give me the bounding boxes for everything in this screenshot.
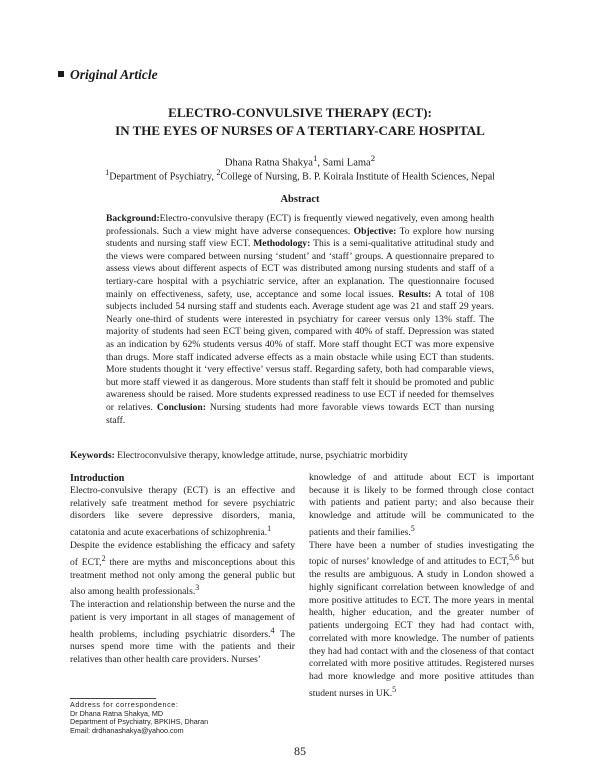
- intro-paragraph-2: [70, 540, 295, 599]
- correspondence-name: Dr Dhana Ratna Shakya, MD: [70, 708, 164, 718]
- intro-p2b-text: there are myths and misconceptions about this treatment method not only among the general public but also among health professionals.: [70, 556, 296, 598]
- ref-5b: 5: [392, 684, 397, 694]
- right-column: [309, 472, 534, 701]
- ref-2: 2: [101, 553, 106, 563]
- correspondence-email: Email: drdhanashakya@yahoo.com: [70, 726, 184, 736]
- author-1: Dhana Ratna Shakya: [224, 157, 313, 169]
- author-separator: ,: [317, 157, 323, 169]
- intro-p5a-text: There have been a number of studies investigating the topic of nurses’ knowledge of and attitudes to ECT,: [309, 539, 534, 568]
- square-bullet-icon: [58, 71, 64, 77]
- affil-1-sup: 1: [105, 168, 110, 177]
- correspondence-label: Address for correspondence:: [70, 700, 179, 709]
- results-text: A total of 108 subjects included 54 nursing staff and students each. Average student age was 21 and staff 29 years. Nearly one-third of students were interested in psychiatry for career versus only 13% staff. The majority of students had seen ECT being given, compared with 40% of staff. Depression was stated as an indication by 62% students versus 40% of staff. More staff thought ECT was more expensive than drugs. More staff indicated adverse effects as a main obstacle while using ECT than students. More students thought it ‘very effective’ versus staff. Regarding safety, both had comparable views, but more staff viewed it as dangerous. More students than staff felt it should be promoted and public awareness should be raised. More students expressed readiness to use ECT if needed for themselves or relatives.: [106, 288, 494, 413]
- author-1-sup: 1: [312, 153, 318, 163]
- page-number: 85: [294, 744, 306, 758]
- affil-2: College of Nursing, B. P. Koirala Institute of Health Sciences, Nepal: [220, 171, 495, 183]
- intro-p4a-text: knowledge of and attitude about ECT is important because it is likely to be formed through close contact with patients and patient party; and also because their knowledge and attitude will be communicated to the patients and their families.: [309, 472, 534, 538]
- methodology-label: Methodology:: [253, 238, 311, 250]
- intro-heading: Introduction: [70, 473, 125, 484]
- intro-paragraph-3: [70, 599, 295, 667]
- section-label: [58, 67, 158, 83]
- footnote-divider: [70, 698, 156, 699]
- ref-3: 3: [195, 583, 200, 593]
- ref-1: 1: [267, 524, 272, 534]
- ref-5-6: 5,6: [508, 553, 519, 563]
- correspondence-block: [70, 701, 295, 736]
- author-2-sup: 2: [370, 153, 376, 163]
- intro-p5b-text: but the results are ambiguous. A study in London showed a highly significant correlation between knowledge of and more positive attitudes to ECT. The more years in mental health, higher education, and the greater number of patients undergoing ECT they had had contact with, correlated with more knowledge. The number of patients they had had contact with and the closeness of that contact correlated with more positive attitudes. Registered nurses had more knowledge and more positive attitudes than student nurses in UK.: [309, 556, 534, 699]
- title-line-1: ELECTRO-CONVULSIVE THERAPY (ECT):: [168, 105, 432, 120]
- intro-p3a-text: The interaction and relationship between the nurse and the patient is very important in all stages of management of health problems, including psychiatric disorders.: [70, 599, 295, 640]
- keywords-label: Keywords:: [70, 450, 115, 461]
- abstract-body: [106, 213, 494, 427]
- author-2: Sami Lama: [322, 157, 371, 169]
- article-title: [60, 104, 540, 140]
- keywords-text: Electroconvulsive therapy, knowledge attitude, nurse, psychiatric morbidity: [114, 450, 408, 461]
- background-label: Background:: [106, 213, 160, 224]
- intro-p1-text: Electro-convulsive therapy (ECT) is an effective and relatively safe treatment method for severe psychiatric disorders like severe depressive disorders, mania, catatonia and acute exacerbations of schizophrenia.: [70, 485, 295, 539]
- correspondence-dept: Department of Psychiatry, BPKIHS, Dharan: [70, 717, 209, 727]
- title-line-2: IN THE EYES OF NURSES OF A TERTIARY-CARE HOSPITAL: [115, 123, 485, 138]
- objective-text: To explore how nursing students and nursing staff view ECT.: [106, 225, 494, 250]
- conclusion-text: Nursing students had more favorable views towards ECT than nursing staff.: [106, 401, 494, 426]
- intro-p2a-text: Despite the evidence establishing the efficacy and safety of ECT,: [70, 540, 295, 568]
- affiliations: [60, 166, 540, 184]
- affil-1: Department of Psychiatry,: [109, 171, 217, 183]
- conclusion-label: Conclusion:: [156, 401, 206, 413]
- background-text: Electro-convulsive therapy (ECT) is frequently viewed negatively, even among health professionals. Such a view might have adverse consequences.: [106, 213, 494, 237]
- section-label-text: Original Article: [70, 67, 158, 82]
- methodology-text: This is a semi-qualitative attitudinal study and the views were compared between nursing ‘student’ and ‘staff’ groups. A questionnaire prepared to assess views about different aspects of ECT was distributed among nursing students and staff of a tertiary-care hospital with a psychiatric service, after an explanation. The questionnaire focused mainly on effectiveness, safety, use, acceptance and some local issues.: [106, 238, 494, 300]
- intro-paragraph-1: [70, 485, 295, 540]
- results-label: Results:: [398, 288, 432, 300]
- keywords: [70, 449, 540, 462]
- intro-paragraph-4: [309, 472, 534, 540]
- left-column: [70, 472, 295, 667]
- abstract-heading: Abstract: [280, 194, 320, 205]
- objective-label: Objective:: [353, 225, 397, 237]
- ref-4: 4: [270, 625, 275, 635]
- affil-2-sup: 2: [216, 168, 221, 177]
- intro-p3b-text: The nurses spend more time with the patients and their relatives than other health care providers. Nurses’: [70, 628, 296, 666]
- ref-5: 5: [410, 523, 415, 533]
- intro-paragraph-5: [309, 540, 534, 701]
